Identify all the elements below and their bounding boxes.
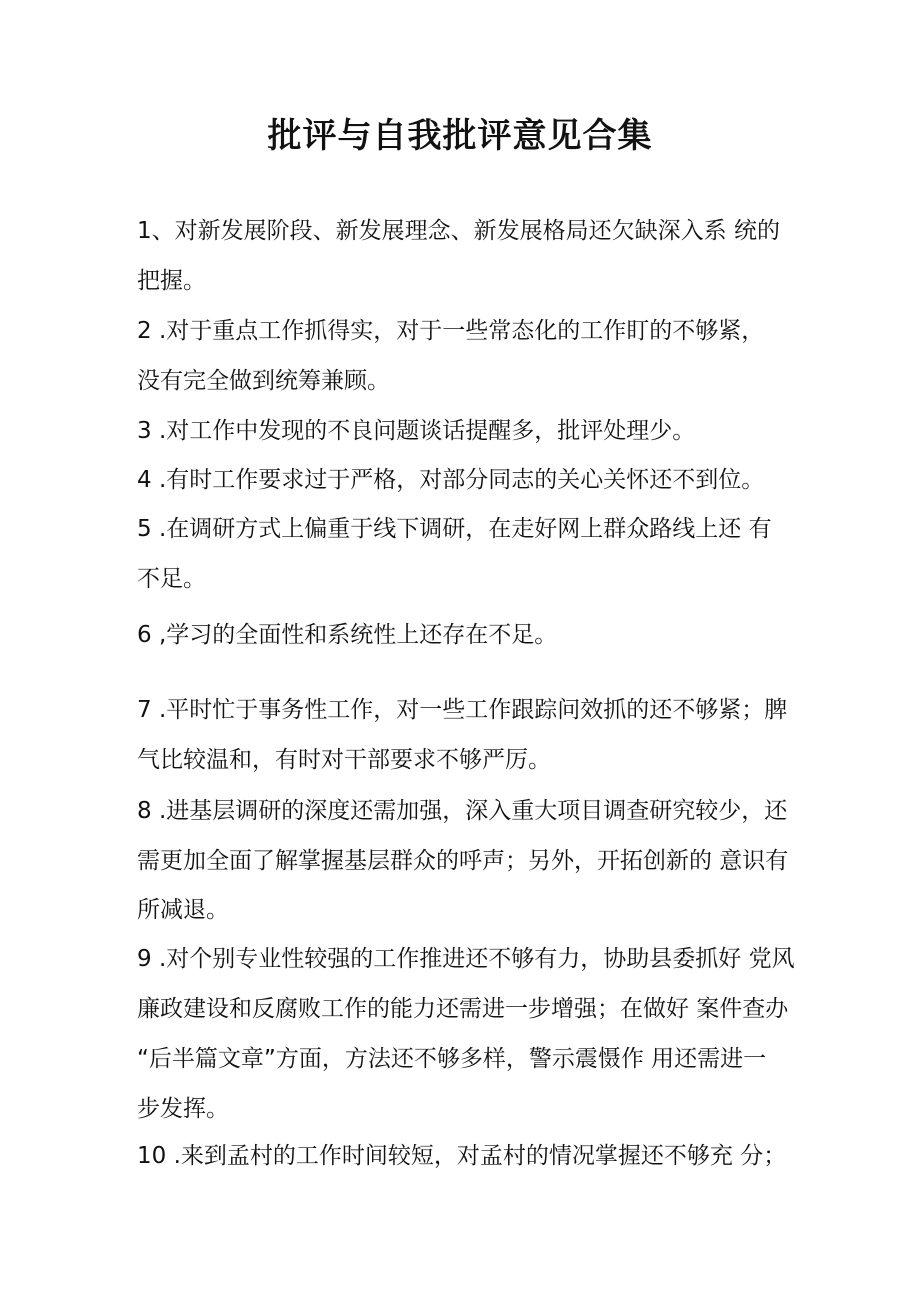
item-4-line-1: 4 .有时工作要求过于严格，对部分同志的关心关怀还不到位。 [137,467,765,493]
item-9-line-2: 廉政建设和反腐败工作的能力还需进一步增强；在做好 案件查办 [137,996,789,1022]
item-8-line-2: 需更加全面了解掌握基层群众的呼声；另外，开拓创新的 意识有 [137,848,789,874]
document-title: 批评与自我批评意见合集 [267,116,653,156]
item-9-line-3: “后半篇文章”方面，方法还不够多样，警示震慑作 用还需进一 [137,1046,767,1072]
item-8-line-3: 所减退。 [137,897,229,923]
item-2-line-1: 2 .对于重点工作抓得实，对于一些常态化的工作盯的不够紧， [137,318,765,344]
item-8-line-1: 8 .进基层调研的深度还需加强，深入重大项目调查研究较少，还 [137,798,788,824]
item-2-line-2: 没有完全做到统筹兼顾。 [137,368,390,394]
item-9-line-1: 9 .对个别专业性较强的工作推进还不够有力，协助县委抓好 党风 [137,946,795,972]
item-9-line-4: 步发挥。 [137,1096,229,1122]
item-3-line-1: 3 .对工作中发现的不良问题谈话提醒多，批评处理少。 [137,418,696,444]
item-6-line-1: 6 ,学习的全面性和系统性上还存在不足。 [137,622,558,648]
item-7-line-2: 气比较温和，有时对干部要求不够严厉。 [137,747,551,773]
item-5-line-2: 不足。 [137,566,206,592]
item-5-line-1: 5 .在调研方式上偏重于线下调研，在走好网上群众路线上还 有 [137,516,772,542]
item-10-line-1: 10 .来到孟村的工作时间较短，对孟村的情况掌握还不够充 分； [137,1143,787,1169]
item-1-line-2: 把握。 [137,268,206,294]
item-7-line-1: 7 .平时忙于事务性工作，对一些工作跟踪问效抓的还不够紧；脾 [137,697,788,723]
item-1-line-1: 1、对新发展阶段、新发展理念、新发展格局还欠缺深入系 统的 [137,218,780,244]
